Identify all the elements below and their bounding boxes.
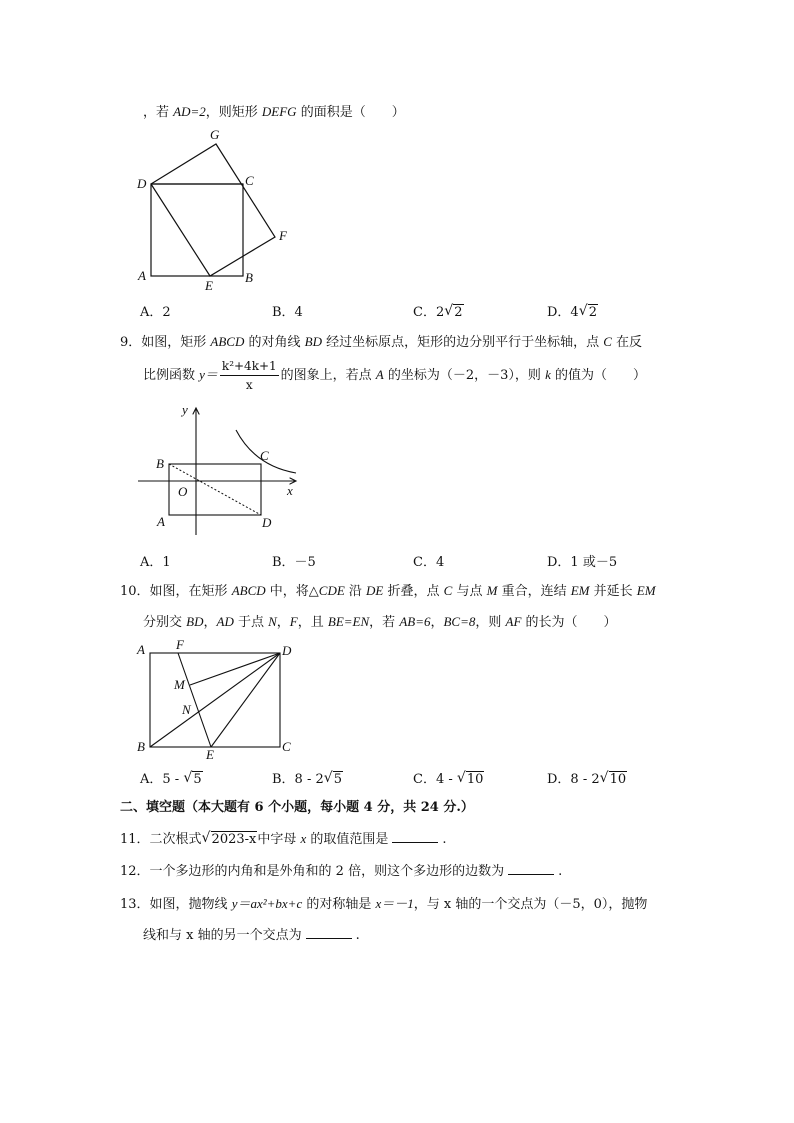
q9-label-a: A: [157, 514, 165, 529]
q10-option-c[interactable]: C．4 - √ 10: [413, 768, 484, 787]
q8-label-a: A: [138, 268, 146, 283]
q8-label-c: C: [245, 173, 254, 188]
q8-label-b: B: [245, 270, 253, 285]
q10-label-m: M: [174, 677, 185, 692]
q10-line-fe: [178, 653, 211, 747]
q9-label-x: x: [287, 483, 293, 498]
q9-option-a[interactable]: A．1: [140, 555, 171, 570]
q10-diagonal-bd: [150, 653, 280, 747]
q8-option-c[interactable]: C．2√ 2: [413, 301, 464, 320]
q10-line-md: [190, 653, 280, 685]
q10-figure: [130, 636, 305, 764]
q10-label-d: D: [282, 643, 292, 658]
q10-label-b: B: [137, 739, 145, 754]
section-2-title: 二、填空题（本大题有 6 个小题，每小题 4 分，共 24 分.）: [120, 800, 474, 815]
q12-answer-blank[interactable]: [508, 862, 554, 875]
q9-label-c: C: [260, 448, 269, 463]
q9-figure: [130, 400, 310, 540]
q11-answer-blank[interactable]: [392, 830, 438, 843]
q12-stem: 12．一个多边形的内角和是外角和的 2 倍，则这个多边形的边数为 .: [120, 864, 563, 879]
q8-stem: ，若 AD=2，则矩形 DEFG 的面积是（ ）: [143, 104, 405, 120]
q8-option-b[interactable]: B．4: [272, 305, 303, 320]
q8-figure: [130, 122, 300, 297]
q13-stem-line1: 13．如图，抛物线 y＝ax²+bx+c 的对称轴是 x＝－1，与 x 轴的一个交点为（－5，0），抛物: [120, 896, 648, 912]
q10-stem-line2: 分别交 BD，AD 于点 N，F，且 BE=EN，若 AB=6，BC=8，则 AF 的长为（ ）: [143, 614, 617, 630]
q10-option-a[interactable]: A．5 - √ 5: [140, 768, 203, 787]
q8-option-d[interactable]: D．4√ 2: [547, 301, 598, 320]
q11-stem: 11．二次根式√ 2023-x中字母 x 的取值范围是 .: [120, 830, 447, 849]
q10-label-a: A: [137, 642, 145, 657]
q10-label-e: E: [206, 747, 214, 762]
q10-label-n: N: [182, 702, 191, 717]
q8-label-f: F: [279, 228, 287, 243]
q9-label-b: B: [156, 456, 164, 471]
q9-option-b[interactable]: B．－5: [272, 555, 316, 570]
q8-option-a[interactable]: A．2: [140, 305, 171, 320]
q10-stem-line1: 10．如图，在矩形 ABCD 中，将△CDE 沿 DE 折叠，点 C 与点 M 重合，连结 EM 并延长 EM: [120, 583, 656, 599]
q10-line-ed: [211, 653, 280, 747]
q8-label-e: E: [205, 278, 213, 293]
q13-stem-line2: 线和与 x 轴的另一个交点为 .: [143, 928, 360, 943]
q10-option-b[interactable]: B．8 - 2√ 5: [272, 768, 343, 787]
q8-rect-defg: [151, 144, 275, 276]
q9-stem-line2: 比例函数 y＝ $\frac{\text{k²+4k+1}}{x}$ 的图象上，若点 A 的坐标为（－2，－3），则 k 的值为（ ）: [143, 359, 646, 392]
q9-label-d: D: [262, 515, 272, 530]
q10-label-c: C: [282, 739, 291, 754]
q9-stem-line1: 9．如图，矩形 ABCD 的对角线 BD 经过坐标原点，矩形的边分别平行于坐标轴，点 C 在反: [120, 334, 643, 350]
q8-square-abcd: [151, 184, 243, 276]
q9-option-d[interactable]: D．1 或－5: [547, 555, 618, 570]
q9-option-c[interactable]: C．4: [413, 555, 445, 570]
q10-label-f: F: [176, 637, 184, 652]
q13-answer-blank[interactable]: [306, 926, 352, 939]
q10-option-d[interactable]: D．8 - 2√ 10: [547, 768, 627, 787]
q9-fraction: $\frac{\text{k²+4k+1}}{x}$: [221, 359, 277, 392]
q9-label-y: y: [182, 402, 188, 417]
q9-label-o: O: [178, 484, 188, 499]
q8-label-g: G: [210, 127, 220, 142]
q8-label-d: D: [137, 176, 147, 191]
